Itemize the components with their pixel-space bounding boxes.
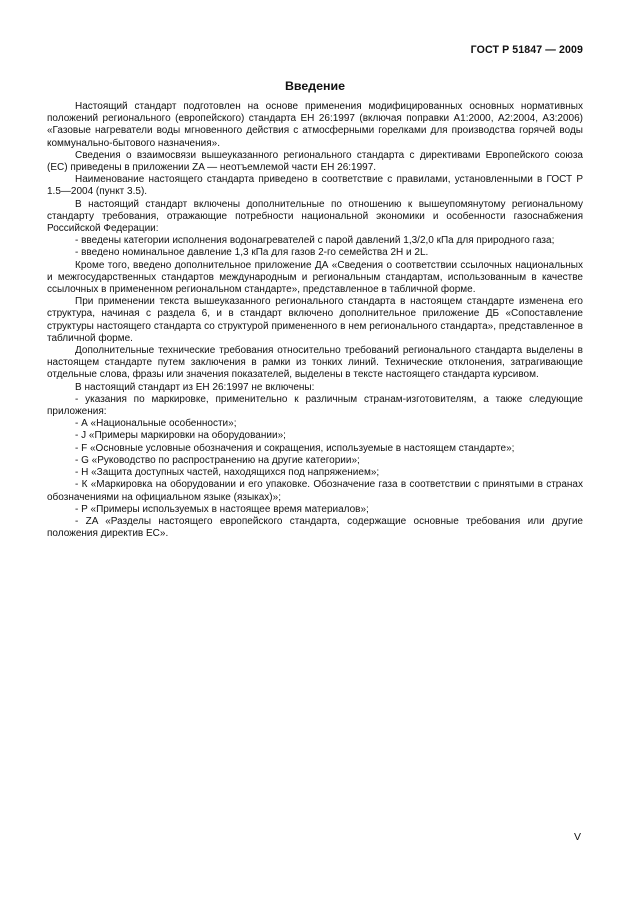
list-item: - А «Национальные особенности»; [75, 418, 237, 430]
list-item: - указания по маркировке, применительно к различным странам-изготовителям, а также следующие приложения: [47, 393, 583, 418]
paragraph: Наименование настоящего стандарта приведено в соответствие с правилами, установленными в ГОСТ Р 1.5—2004 (пункт 3.5). [47, 174, 583, 198]
list-item: - Н «Защита доступных частей, находящихся под напряжением»; [75, 467, 380, 479]
paragraph: В настоящий стандарт включены дополнительные по отношению к вышеупомянутому региональному стандарту требования, отражающие потребности национальной экономики и особенности газоснабжения Российской Федерации: [47, 198, 583, 235]
paragraph: В настоящий стандарт из ЕН 26:1997 не включены: [75, 381, 315, 393]
list-item: - ZA «Разделы настоящего европейского стандарта, содержащие основные требования или другие положения директив ЕС». [47, 515, 583, 540]
list-item: - G «Руководство по распространению на другие категории»; [75, 454, 360, 466]
paragraph: Кроме того, введено дополнительное приложение ДА «Сведения о соответствии ссылочных национальных и межгосударственных стандартов международным и региональным стандартам, использованным в качестве ссылочных в примененном региональном стандарте», представленное в табличной форме. [47, 259, 583, 296]
page-title: Введение [284, 79, 346, 93]
list-item: - J «Примеры маркировки на оборудовании»; [75, 430, 286, 442]
list-item: - введены категории исполнения водонагревателей с парой давлений 1,3/2,0 кПа для природного газа; [75, 235, 555, 247]
paragraph: Дополнительные технические требования относительно требований регионального стандарта выделены в настоящем стандарте путем заключения в рамки из тонких линий. Технические отклонения, затрагивающие отдельные слова, фразы или значения показателей, выделены в тексте настоящего стандарта курсивом. [47, 345, 583, 381]
paragraph: При применении текста вышеуказанного регионального стандарта в настоящем стандарте изменена его структура, начиная с раздела 6, и в стандарт включено дополнительное приложение ДБ «Сопоставление структуры настоящего стандарта со структурой примененного в нем регионального стандарта», представленное в табличной форме. [47, 296, 583, 344]
list-item: - К «Маркировка на оборудовании и его упаковке. Обозначение газа в соответствии с принятыми в странах обозначениями на официальном языке (языках)»; [47, 479, 583, 503]
list-item: - F «Основные условные обозначения и сокращения, используемые в настоящем стандарте»; [75, 442, 515, 454]
document-code-header: ГОСТ Р 51847 — 2009 [470, 44, 583, 56]
list-item: - введено номинальное давление 1,3 кПа для газов 2-го семейства 2Н и 2L. [75, 247, 429, 259]
paragraph: Настоящий стандарт подготовлен на основе применения модифицированных основных нормативных положений регионального (европейского) стандарта ЕН 26:1997 (включая поправки А1:2000, А2:2004, А3:2006) «Газовые нагреватели воды мгновенного действия с атмосферными горелками для производства горячей воды коммунально-бытового назначения». [47, 101, 583, 149]
introduction-body [47, 101, 583, 540]
list-item: - Р «Примеры используемых в настоящее время материалов»; [75, 503, 369, 515]
page-number: V [573, 831, 581, 843]
paragraph: Сведения о взаимосвязи вышеуказанного регионального стандарта с директивами Европейского союза (ЕС) приведены в приложении ZA — неотъемлемой части ЕН 26:1997. [47, 149, 583, 174]
